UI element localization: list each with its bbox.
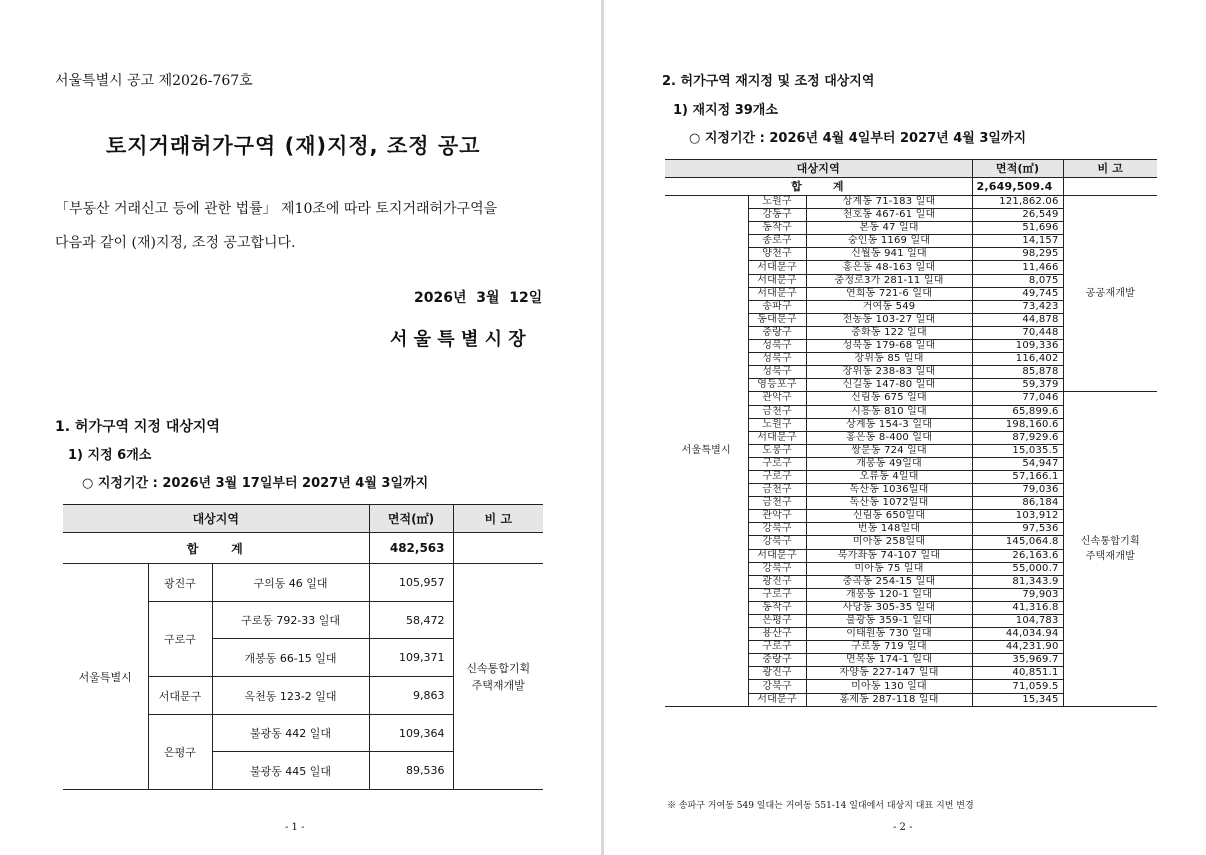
district-cell: 은평구 [148,715,212,790]
district-cell: 관악구 [748,510,806,523]
location-cell: 장위동 238-83 일대 [806,366,972,379]
area-cell: 44,231.90 [972,641,1063,654]
announcement-date: 2026년 3월 12일 [414,290,543,306]
area-cell: 41,316.8 [972,601,1063,614]
district-cell: 서대문구 [148,677,212,715]
location-cell: 홍제동 287-118 일대 [806,693,972,706]
area-cell: 35,969.7 [972,654,1063,667]
location-cell: 홍은동 48-163 일대 [806,261,972,274]
district-cell: 구로구 [748,641,806,654]
location-cell: 개봉동 66-15 일대 [212,639,369,677]
city-cell: 서울특별시 [63,564,148,790]
district-cell: 송파구 [748,300,806,313]
table-header-row [63,505,543,533]
area-cell: 77,046 [972,392,1063,405]
page-1 [0,0,600,855]
body-text-line-2: 다음과 같이 (재)지정, 조정 공고합니다. [55,235,296,251]
location-cell: 오류동 4일대 [806,470,972,483]
section-heading-2: 2. 허가구역 재지정 및 조정 대상지역 [662,74,875,89]
area-cell: 59,379 [972,379,1063,392]
area-cell: 26,163.6 [972,549,1063,562]
area-cell: 109,364 [369,715,453,752]
district-cell: 금천구 [748,484,806,497]
district-cell: 노원구 [748,418,806,431]
area-cell: 71,059.5 [972,680,1063,693]
table-row [63,564,543,602]
area-cell: 44,878 [972,313,1063,326]
location-cell: 미아동 130 일대 [806,680,972,693]
location-cell: 중화동 122 일대 [806,326,972,339]
district-cell: 강북구 [748,536,806,549]
header-remarks: 비 고 [453,505,543,533]
location-cell: 신림동 675 일대 [806,392,972,405]
area-cell: 145,064.8 [972,536,1063,549]
district-cell: 강동구 [748,209,806,222]
district-cell: 금천구 [748,405,806,418]
remarks-cell: 신속통합기획 주택재개발 [453,564,543,790]
area-cell: 11,466 [972,261,1063,274]
district-cell: 구로구 [748,457,806,470]
designation-table [63,504,543,790]
total-value: 2,649,509.4 [972,178,1063,196]
area-cell: 73,423 [972,300,1063,313]
location-cell: 이태원동 730 일대 [806,628,972,641]
header-area: 면적(㎡) [972,160,1063,178]
district-cell: 서대문구 [748,431,806,444]
page-title: 토지거래허가구역 (재)지정, 조정 공고 [106,134,481,158]
header-region: 대상지역 [63,505,369,533]
location-cell: 거여동 549 [806,300,972,313]
location-cell: 쌍문동 724 일대 [806,444,972,457]
location-cell: 사당동 305-35 일대 [806,601,972,614]
location-cell: 충정로3가 281-11 일대 [806,274,972,287]
location-cell: 신길동 147-80 일대 [806,379,972,392]
area-cell: 104,783 [972,615,1063,628]
district-cell: 서대문구 [748,261,806,274]
location-cell: 북가좌동 74-107 일대 [806,549,972,562]
area-cell: 57,166.1 [972,470,1063,483]
location-cell: 불광동 442 일대 [212,715,369,752]
issuer-name: 서 울 특 별 시 장 [390,329,526,350]
district-cell: 광진구 [748,667,806,680]
total-label: 합 계 [665,178,972,196]
area-cell: 79,036 [972,484,1063,497]
district-cell: 구로구 [748,588,806,601]
location-cell: 본동 47 일대 [806,222,972,235]
location-cell: 독산동 1036일대 [806,484,972,497]
area-cell: 26,549 [972,209,1063,222]
area-cell: 51,696 [972,222,1063,235]
area-cell: 70,448 [972,326,1063,339]
area-cell: 54,947 [972,457,1063,470]
section-heading-1: 1. 허가구역 지정 대상지역 [55,419,220,435]
designation-period-1: ○ 지정기간 : 2026년 3월 17일부터 2027년 4월 3일까지 [82,476,429,491]
district-cell: 도봉구 [748,444,806,457]
location-cell: 장위동 85 일대 [806,353,972,366]
district-cell: 종로구 [748,235,806,248]
area-cell: 9,863 [369,677,453,715]
total-remarks [453,533,543,564]
location-cell: 상계동 71-183 일대 [806,196,972,209]
district-cell: 서대문구 [748,549,806,562]
total-remarks [1063,178,1157,196]
district-cell: 용산구 [748,628,806,641]
district-cell: 영등포구 [748,379,806,392]
district-cell: 서대문구 [748,287,806,300]
location-cell: 불광동 359-1 일대 [806,615,972,628]
district-cell: 강북구 [748,523,806,536]
area-cell: 49,745 [972,287,1063,300]
location-cell: 불광동 445 일대 [212,752,369,790]
location-cell: 미아동 75 일대 [806,562,972,575]
area-cell: 55,000.7 [972,562,1063,575]
area-cell: 15,345 [972,693,1063,706]
designation-period-2: ○ 지정기간 : 2026년 4월 4일부터 2027년 4월 3일까지 [689,131,1027,146]
area-cell: 65,899.6 [972,405,1063,418]
total-row [665,178,1157,196]
footnote: ※ 송파구 거여동 549 일대는 거여동 551-14 일대에서 대상지 대표 지번 변경 [667,801,974,811]
area-cell: 105,957 [369,564,453,602]
area-cell: 103,912 [972,510,1063,523]
area-cell: 121,862.06 [972,196,1063,209]
location-cell: 전농동 103-27 일대 [806,313,972,326]
location-cell: 신림동 650일대 [806,510,972,523]
district-cell: 강북구 [748,680,806,693]
district-cell: 구로구 [148,602,212,677]
area-cell: 86,184 [972,497,1063,510]
area-cell: 116,402 [972,353,1063,366]
header-area: 면적(㎡) [369,505,453,533]
sub-heading-2: 1) 재지정 39개소 [673,103,778,118]
page-number-1: - 1 - [285,822,305,833]
area-cell: 109,336 [972,340,1063,353]
district-cell: 양천구 [748,248,806,261]
area-cell: 97,536 [972,523,1063,536]
location-cell: 자양동 227-147 일대 [806,667,972,680]
header-remarks: 비 고 [1063,160,1157,178]
location-cell: 중곡동 254-15 일대 [806,575,972,588]
remarks-cell-rapid: 신속통합기획 주택재개발 [1063,392,1157,706]
district-cell: 관악구 [748,392,806,405]
area-cell: 87,929.6 [972,431,1063,444]
page-2 [605,0,1206,855]
location-cell: 숭인동 1169 일대 [806,235,972,248]
district-cell: 강북구 [748,562,806,575]
district-cell: 중랑구 [748,326,806,339]
location-cell: 면목동 174-1 일대 [806,654,972,667]
area-cell: 15,035.5 [972,444,1063,457]
location-cell: 구로동 792-33 일대 [212,602,369,639]
sub-heading-1: 1) 지정 6개소 [68,448,152,463]
district-cell: 성북구 [748,366,806,379]
location-cell: 시흥동 810 일대 [806,405,972,418]
location-cell: 천호동 467-61 일대 [806,209,972,222]
location-cell: 신월동 941 일대 [806,248,972,261]
area-cell: 44,034.94 [972,628,1063,641]
total-row [63,533,543,564]
location-cell: 개봉동 120-1 일대 [806,588,972,601]
city-cell: 서울특별시 [665,196,748,707]
total-label: 합 계 [63,533,369,564]
district-cell: 중랑구 [748,654,806,667]
area-cell: 58,472 [369,602,453,639]
location-cell: 옥천동 123-2 일대 [212,677,369,715]
district-cell: 동작구 [748,222,806,235]
location-cell: 상계동 154-3 일대 [806,418,972,431]
location-cell: 개봉동 49일대 [806,457,972,470]
district-cell: 서대문구 [748,274,806,287]
district-cell: 금천구 [748,497,806,510]
location-cell: 번동 148일대 [806,523,972,536]
area-cell: 8,075 [972,274,1063,287]
area-cell: 89,536 [369,752,453,790]
area-cell: 98,295 [972,248,1063,261]
area-cell: 40,851.1 [972,667,1063,680]
table-header-row [665,160,1157,178]
district-cell: 성북구 [748,340,806,353]
location-cell: 구로동 719 일대 [806,641,972,654]
location-cell: 연희동 721-6 일대 [806,287,972,300]
area-cell: 14,157 [972,235,1063,248]
district-cell: 구로구 [748,470,806,483]
location-cell: 미아동 258일대 [806,536,972,549]
page-divider [601,0,604,855]
area-cell: 85,878 [972,366,1063,379]
area-cell: 81,343.9 [972,575,1063,588]
redesignation-table [665,159,1157,707]
district-cell: 동대문구 [748,313,806,326]
notice-number: 서울특별시 공고 제2026-767호 [55,73,253,89]
district-cell: 성북구 [748,353,806,366]
location-cell: 성북동 179-68 일대 [806,340,972,353]
total-value: 482,563 [369,533,453,564]
page-number-2: - 2 - [893,822,913,833]
district-cell: 노원구 [748,196,806,209]
area-cell: 79,903 [972,588,1063,601]
district-cell: 광진구 [748,575,806,588]
location-cell: 홍은동 8-400 일대 [806,431,972,444]
remarks-cell-public: 공공재개발 [1063,196,1157,392]
location-cell: 구의동 46 일대 [212,564,369,602]
location-cell: 독산동 1072일대 [806,497,972,510]
district-cell: 서대문구 [748,693,806,706]
area-cell: 198,160.6 [972,418,1063,431]
district-cell: 동작구 [748,601,806,614]
body-text-line-1: 「부동산 거래신고 등에 관한 법률」 제10조에 따라 토지거래허가구역을 [55,201,498,217]
district-cell: 은평구 [748,615,806,628]
district-cell: 광진구 [148,564,212,602]
header-region: 대상지역 [665,160,972,178]
table-row [665,196,1157,209]
area-cell: 109,371 [369,639,453,677]
